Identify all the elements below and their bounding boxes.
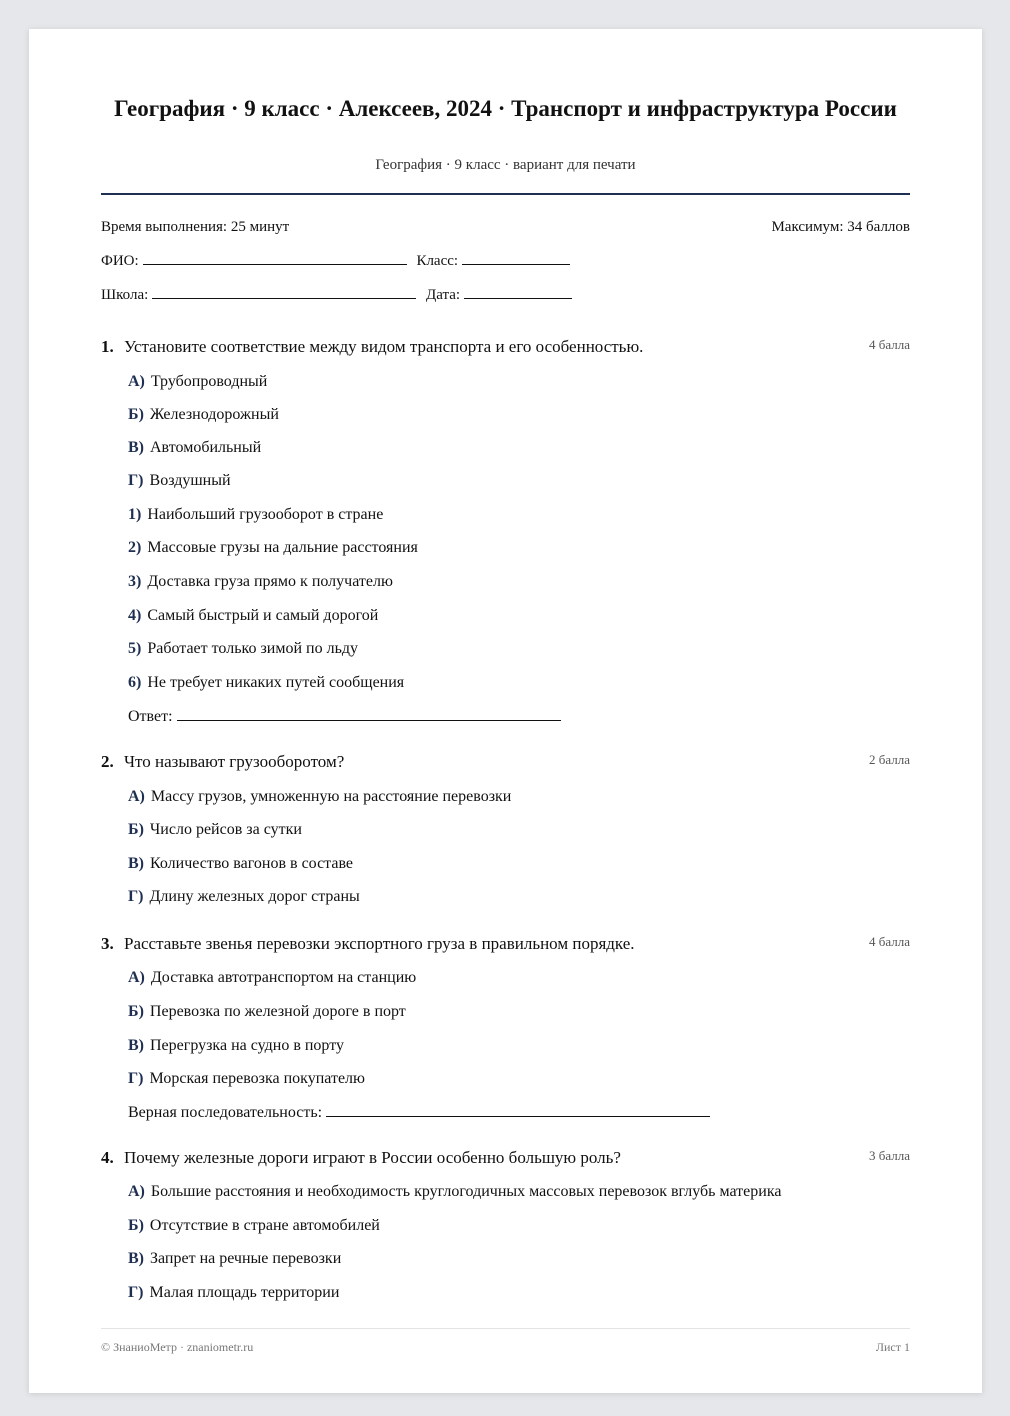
answer-row [128,708,937,726]
option-item: В) Запрет на речные перевозки [128,1250,342,1267]
question-number: 4. [101,1148,114,1167]
answer-label: Ответ: [128,708,173,725]
question-number: 1. [101,337,114,356]
page-footer [101,1340,910,1355]
question-text: Расставьте звенья перевозки экспортного груза в правильном порядке. [124,934,635,953]
footer-divider [101,1328,910,1329]
meta-row-fio [101,252,910,270]
option-item: Г) Морская перевозка покупателю [128,1070,365,1087]
class-field[interactable] [462,252,570,265]
option-item: А) Массу грузов, умноженную на расстояние перевозки [128,788,512,805]
question-points: 4 балла [869,337,910,352]
option-item: 2) Массовые грузы на дальние расстояния [128,539,418,556]
time-label: Время выполнения: 25 минут [101,219,290,235]
question-1 [101,337,910,725]
max-score-label: Максимум: 34 баллов [771,219,910,235]
question-text: Почему железные дороги играют в России особенно большую роль? [124,1148,621,1167]
option-item: А) Трубопроводный [128,373,268,390]
question-header [101,934,910,958]
meta-row-time [101,219,910,236]
question-header [101,1148,910,1172]
option-item: 1) Наибольший грузооборот в стране [128,506,384,523]
question-2 [101,752,910,905]
class-label: Класс: [416,253,459,269]
date-label: Дата: [426,287,461,303]
option-item: А) Доставка автотранспортом на станцию [128,969,417,986]
option-item: 3) Доставка груза прямо к получателю [128,573,393,590]
school-field[interactable] [152,286,416,299]
copyright-text: © ЗнаниоМетр · znaniometr.ru [101,1340,254,1354]
question-text: Что называют грузооборотом? [124,752,345,771]
page-title: География · 9 класс · Алексеев, 2024 · Транспорт и инфраструктура России [114,96,897,121]
option-item: Г) Малая площадь территории [128,1284,340,1301]
option-item: А) Большие расстояния и необходимость круглогодичных массовых перевозок вглубь материка [128,1183,782,1200]
option-item: В) Количество вагонов в составе [128,855,354,872]
question-points: 3 балла [869,1148,910,1163]
question-4 [101,1148,910,1301]
fio-field[interactable] [143,252,407,265]
question-text: Установите соответствие между видом транспорта и его особенностью. [124,337,644,356]
option-item: Г) Длину железных дорог страны [128,888,360,905]
answer-field[interactable] [177,708,561,721]
option-item: В) Автомобильный [128,439,262,456]
question-header [101,752,910,776]
answer-label: Верная последовательность: [128,1104,323,1121]
answer-row [128,1104,937,1122]
meta-row-school [101,286,910,304]
question-3 [101,934,910,1121]
header-divider [101,193,910,195]
sequence-answer-field[interactable] [326,1104,710,1117]
option-item: 6) Не требует никаких путей сообщения [128,674,405,691]
page-subtitle: География · 9 класс · вариант для печати [375,157,636,173]
option-item: 4) Самый быстрый и самый дорогой [128,607,379,624]
worksheet-page [29,29,982,1393]
option-item: 5) Работает только зимой по льду [128,640,359,657]
option-item: Б) Отсутствие в стране автомобилей [128,1217,380,1234]
option-item: Б) Перевозка по железной дороге в порт [128,1003,406,1020]
question-header [101,337,910,361]
sheet-number: Лист 1 [875,1340,910,1354]
fio-label: ФИО: [101,253,139,269]
date-field[interactable] [464,286,572,299]
school-label: Школа: [101,287,149,303]
option-item: Б) Число рейсов за сутки [128,821,302,838]
question-points: 2 балла [869,752,910,767]
option-item: Б) Железнодорожный [128,406,279,423]
question-number: 2. [101,752,114,771]
option-item: Г) Воздушный [128,472,231,489]
question-number: 3. [101,934,114,953]
question-points: 4 балла [869,934,910,949]
option-item: В) Перегрузка на судно в порту [128,1037,344,1054]
